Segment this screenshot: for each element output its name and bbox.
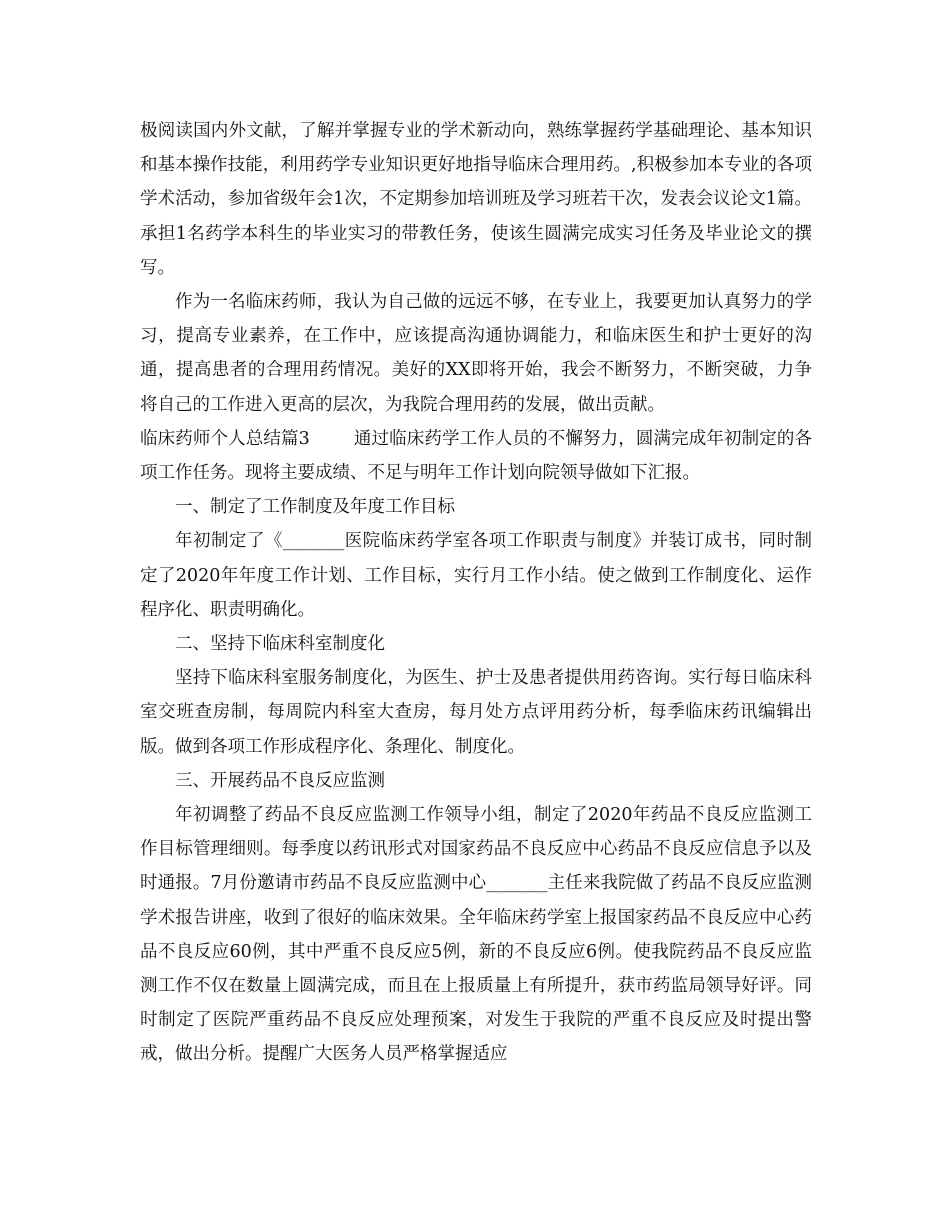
paragraph-continuation: 极阅读国内外文献，了解并掌握专业的学术新动向，熟练掌握药学基础理论、基本知识和基本操作技能，利用药学专业知识更好地指导临床合理用药。,积极参加本专业的各项学术活动，参加省级年会1次，不定期参加培训班及学习班若干次，发表会议论文1篇。承担1名药学本科生的毕业实习的带教任务，使该生圆满完成实习任务及毕业论文的撰写。 — [140, 121, 812, 278]
heading-work-system: 一、制定了工作制度及年度工作目标 — [175, 497, 455, 518]
paragraph-reflection: 作为一名临床药师，我认为自己做的远远不够，在专业上，我要更加认真努力的学习，提高专业素养，在工作中，应该提高沟通协调能力，和临床医生和护士更好的沟通，提高患者的合理用药情况。美好的XX即将开始，我会不断努力，不断突破，力争将自己的工作进入更高的层次，为我院合理用药的发展，做出贡献。 — [140, 292, 812, 415]
paragraph-section-intro — [140, 422, 812, 490]
heading-clinical-rounds: 二、坚持下临床科室制度化 — [175, 634, 385, 655]
document-body — [140, 114, 812, 1072]
heading-adverse-reaction: 三、开展药品不良反应监测 — [175, 770, 385, 791]
section-intro-text: 通过临床药学工作人员的不懈努力，圆满完成年初制定的各项工作任务。现将主要成绩、不足与明年工作计划向院领导做如下汇报。 — [140, 428, 813, 484]
paragraph-work-system: 年初制定了《_______医院临床药学室各项工作职责与制度》并装订成书，同时制定了2020年年度工作计划、工作目标，实行月工作小结。使之做到工作制度化、运作程序化、职责明确化。 — [140, 531, 812, 620]
paragraph-adverse-reaction: 年初调整了药品不良反应监测工作领导小组，制定了2020年药品不良反应监测工作目标管理细则。每季度以药讯形式对国家药品不良反应中心药品不良反应信息予以及时通报。7月份邀请市药品不良反应监测中心_______主任来我院做了药品不良反应监测学术报告讲座，收到了很好的临床效果。全年临床药学室上报国家药品不良反应中心药品不良反应60例，其中严重不良反应5例，新的不良反应6例。使我院药品不良反应监测工作不仅在数量上圆满完成，而且在上报质量上有所提升，获市药监局领导好评。同时制定了医院严重药品不良反应处理预案，对发生于我院的严重不良反应及时提出警戒，做出分析。提醒广大医务人员严格掌握适应 — [140, 805, 812, 1065]
section-title: 临床药师个人总结篇3 — [140, 428, 310, 449]
paragraph-clinical-rounds: 坚持下临床科室服务制度化，为医生、护士及患者提供用药咨询。实行每日临床科室交班查房制，每周院内科室大查房，每月处方点评用药分析，每季临床药讯编辑出版。做到各项工作形成程序化、条理化、制度化。 — [140, 668, 812, 757]
